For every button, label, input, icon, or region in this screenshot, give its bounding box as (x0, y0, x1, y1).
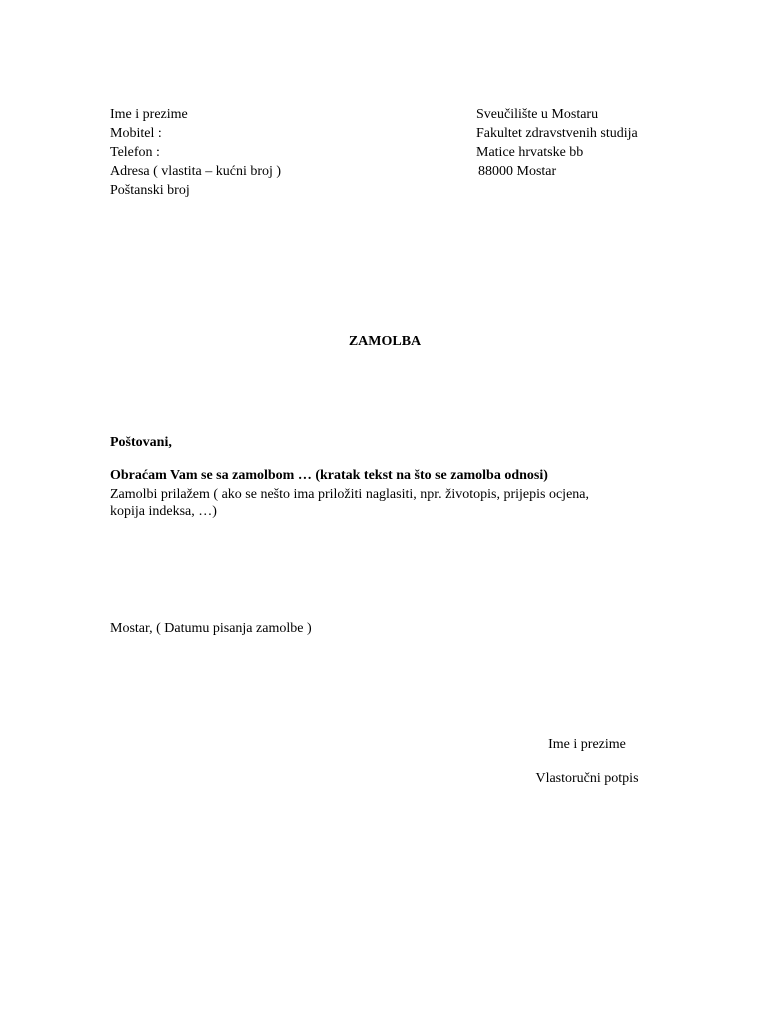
sender-mobile: Mobitel : (110, 126, 162, 141)
body-attachments-line2: kopija indeksa, …) (110, 504, 217, 519)
recipient-city: 88000 Mostar (478, 164, 557, 179)
greeting: Poštovani, (110, 435, 172, 450)
sender-postal: Poštanski broj (110, 183, 190, 198)
signature-label: Vlastoručni potpis (535, 771, 639, 786)
sender-address: Adresa ( vlastita – kućni broj ) (110, 164, 282, 179)
recipient-institution: Sveučilište u Mostaru (476, 107, 599, 122)
body-attachments-line1: Zamolbi prilažem ( ako se nešto ima priložiti naglasiti, npr. životopis, prijepis ocjena, (110, 487, 589, 502)
document-title: ZAMOLBA (348, 334, 422, 349)
recipient-faculty: Fakultet zdravstvenih studija (476, 126, 638, 141)
sender-name: Ime i prezime (110, 107, 188, 122)
body-intro: Obraćam Vam se sa zamolbom … (kratak tekst na što se zamolba odnosi) (110, 468, 548, 483)
recipient-street: Matice hrvatske bb (476, 145, 584, 160)
place-date: Mostar, ( Datumu pisanja zamolbe ) (110, 621, 312, 636)
signature-name: Ime i prezime (548, 737, 626, 752)
sender-phone: Telefon : (110, 145, 160, 160)
